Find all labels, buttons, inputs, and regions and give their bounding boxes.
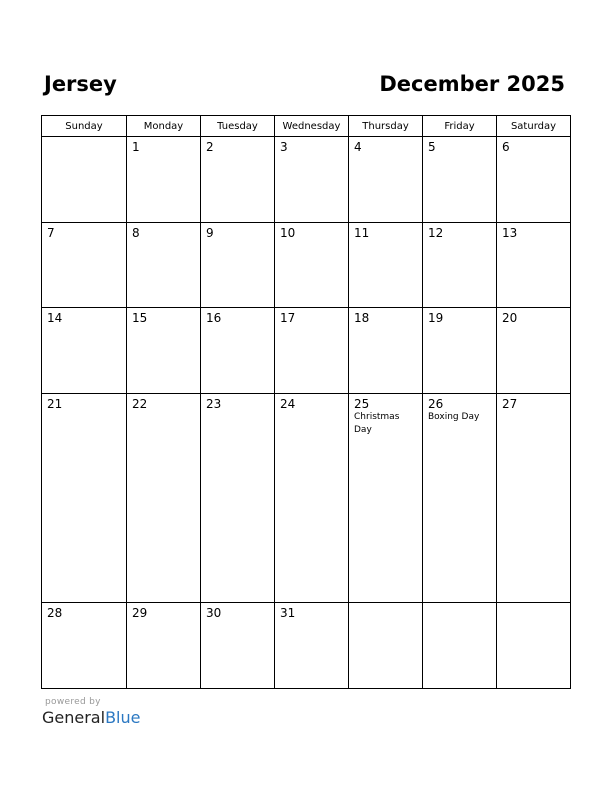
- day-cell: [42, 308, 127, 394]
- day-number: 24: [280, 396, 296, 411]
- day-cell: [423, 137, 497, 223]
- region-title: Jersey: [44, 72, 117, 96]
- day-number: 14: [47, 311, 63, 326]
- day-cell: [201, 137, 275, 223]
- day-cell: [349, 308, 423, 394]
- day-cell: [42, 137, 127, 223]
- day-number: 16: [206, 311, 222, 326]
- day-number: 23: [206, 396, 222, 411]
- weekday-header-thursday: Thursday: [349, 116, 423, 137]
- day-number: 28: [47, 606, 63, 621]
- day-cell: [497, 603, 571, 689]
- day-number: 4: [354, 140, 362, 154]
- day-cell: [127, 393, 201, 602]
- day-number: 7: [47, 225, 55, 240]
- day-cell: [497, 393, 571, 602]
- day-number: 31: [280, 606, 296, 621]
- month-year-title: December 2025: [379, 72, 565, 96]
- holiday-label-boxing: Boxing Day: [428, 411, 480, 422]
- day-number: 13: [502, 225, 518, 240]
- day-number: 22: [132, 396, 148, 411]
- day-number: 12: [428, 225, 444, 240]
- day-number: 3: [280, 140, 288, 154]
- day-number: 21: [47, 396, 63, 411]
- day-cell: [201, 222, 275, 308]
- holiday-label-christmas: Christmas Day: [354, 411, 400, 435]
- day-number: 15: [132, 311, 148, 326]
- day-number: 11: [354, 225, 370, 240]
- day-cell: [423, 393, 497, 602]
- powered-by-label: powered by: [45, 697, 101, 707]
- day-cell: [127, 603, 201, 689]
- weekday-header-tuesday: Tuesday: [201, 116, 275, 137]
- day-cell: [275, 393, 349, 602]
- weekday-header-row: [42, 116, 571, 137]
- day-cell: [423, 603, 497, 689]
- day-cell: [42, 393, 127, 602]
- day-cell: [201, 603, 275, 689]
- day-cell: [127, 222, 201, 308]
- week-row-3: [42, 308, 571, 394]
- day-cell: [423, 308, 497, 394]
- day-cell: [275, 137, 349, 223]
- day-cell: [497, 308, 571, 394]
- day-number: 17: [280, 311, 296, 326]
- day-cell: [275, 603, 349, 689]
- day-number: 5: [428, 140, 436, 154]
- day-number: 25: [354, 396, 370, 411]
- weekday-header-monday: Monday: [127, 116, 201, 137]
- day-cell: [423, 222, 497, 308]
- day-number: 6: [502, 140, 510, 154]
- day-number: 30: [206, 606, 222, 621]
- generalblue-logo: [42, 708, 140, 728]
- weekday-header-wednesday: Wednesday: [275, 116, 349, 137]
- day-cell: [201, 393, 275, 602]
- brand-name-blue: Blue: [105, 708, 141, 727]
- day-number: 27: [502, 396, 518, 411]
- week-row-2: [42, 222, 571, 308]
- day-number: 8: [132, 225, 140, 240]
- day-cell: [275, 222, 349, 308]
- weekday-header-sunday: Sunday: [42, 116, 127, 137]
- day-cell: [349, 222, 423, 308]
- day-number: 26: [428, 396, 444, 411]
- week-row-5: [42, 603, 571, 689]
- day-number: 1: [132, 140, 140, 154]
- day-number: 2: [206, 140, 214, 154]
- day-cell: [349, 137, 423, 223]
- day-number: 10: [280, 225, 296, 240]
- day-number: 20: [502, 311, 518, 326]
- day-number: 19: [428, 311, 444, 326]
- day-number: 29: [132, 606, 148, 621]
- week-row-1: [42, 137, 571, 223]
- day-cell: [497, 222, 571, 308]
- day-number: 9: [206, 225, 214, 240]
- day-cell: [42, 603, 127, 689]
- day-cell: [349, 603, 423, 689]
- weekday-header-saturday: Saturday: [497, 116, 571, 137]
- day-cell: [42, 222, 127, 308]
- day-cell: [127, 308, 201, 394]
- day-cell: [497, 137, 571, 223]
- brand-name-general: General: [42, 708, 106, 727]
- day-cell: [127, 137, 201, 223]
- day-cell: [275, 308, 349, 394]
- calendar-grid: [41, 115, 571, 689]
- day-cell: [349, 393, 423, 602]
- day-number: 18: [354, 311, 370, 326]
- weekday-header-friday: Friday: [423, 116, 497, 137]
- week-row-4: [42, 393, 571, 602]
- day-cell: [201, 308, 275, 394]
